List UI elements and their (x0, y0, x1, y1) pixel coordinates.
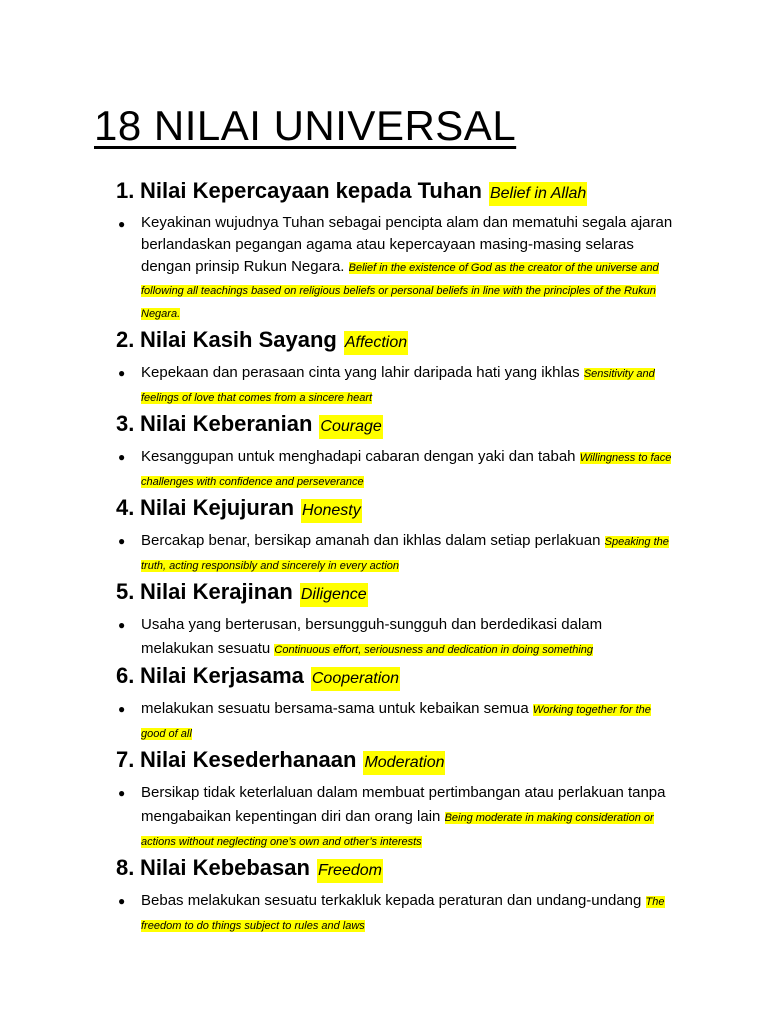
value-item-6 (116, 663, 676, 745)
value-name: Nilai Kesederhanaan (140, 747, 357, 772)
value-description (116, 212, 676, 325)
value-name: Nilai Kebebasan (140, 855, 310, 880)
description-text: Bersikap tidak keterlaluan dalam membuat pertimbangan atau perlakuan tanpa mengabaikan kepentingan diri dan orang lain (141, 784, 666, 825)
value-item-7 (116, 747, 676, 853)
value-item-5 (116, 579, 676, 661)
value-name: Nilai Keberanian (140, 411, 313, 436)
value-item-4 (116, 495, 676, 577)
bullet-icon: ● (118, 702, 126, 716)
description-text: Bebas melakukan sesuatu terkakluk kepada peraturan dan undang-undang (141, 892, 642, 909)
description-text: Bercakap benar, bersikap amanah dan ikhlas dalam setiap perlakuan (141, 532, 601, 549)
value-name: Nilai Kejujuran (140, 495, 295, 520)
value-heading (116, 855, 676, 889)
value-description (116, 781, 676, 853)
value-name: Nilai Kepercayaan kepada Tuhan (140, 178, 482, 203)
description-text: Kesanggupan untuk menghadapi cabaran dengan yaki dan tabah (141, 448, 576, 465)
value-item-8 (116, 855, 676, 937)
value-description (116, 889, 676, 937)
value-item-1 (116, 178, 676, 325)
value-number: 8. (116, 855, 135, 880)
value-heading (116, 495, 676, 529)
description-text: Keyakinan wujudnya Tuhan sebagai pencipta alam dan mematuhi segala ajaran berlandaskan pegangan agama atau kepercayaan masing-masing selaras dengan prinsip Rukun Negara. (141, 214, 673, 275)
bullet-icon: ● (118, 786, 126, 800)
description-translation: Speaking the truth, acting responsibly and sincerely in every action (141, 536, 669, 572)
description-translation: Working together for the good of all (141, 704, 651, 740)
value-item-3 (116, 411, 676, 493)
value-description (116, 529, 676, 577)
document-title: 18 NILAI UNIVERSAL (94, 102, 517, 149)
value-heading (116, 178, 676, 212)
value-translation: Honesty (301, 499, 362, 523)
bullet-icon: ● (118, 450, 126, 464)
value-translation: Moderation (363, 751, 445, 775)
description-text: Kepekaan dan perasaan cinta yang lahir daripada hati yang ikhlas (141, 364, 580, 381)
value-item-2 (116, 327, 676, 409)
value-number: 2. (116, 327, 135, 352)
description-translation: Sensitivity and feelings of love that comes from a sincere heart (141, 368, 655, 404)
value-number: 3. (116, 411, 135, 436)
description-translation: Being moderate in making consideration or actions without neglecting one’s own and other’s interests (141, 812, 654, 848)
value-number: 7. (116, 747, 135, 772)
bullet-icon: ● (118, 894, 126, 908)
bullet-icon: ● (118, 366, 126, 380)
bullet-icon: ● (118, 534, 126, 548)
value-name: Nilai Kerajinan (140, 579, 293, 604)
value-translation: Courage (319, 415, 382, 439)
bullet-icon: ● (118, 618, 126, 632)
value-description (116, 361, 676, 409)
value-name: Nilai Kasih Sayang (140, 327, 337, 352)
description-translation: The freedom to do things subject to rules and laws (141, 896, 665, 932)
value-translation: Belief in Allah (489, 182, 587, 206)
value-number: 4. (116, 495, 135, 520)
value-heading (116, 663, 676, 697)
description-translation: Belief in the existence of God as the creator of the universe and following all teachings based on religious beliefs or personal beliefs in line with the principles of the Rukun Negara. (141, 262, 659, 320)
description-text: Usaha yang berterusan, bersungguh-sungguh dan berdedikasi dalam melakukan sesuatu (141, 616, 603, 657)
value-name: Nilai Kerjasama (140, 663, 304, 688)
bullet-icon: ● (118, 217, 126, 231)
value-translation: Affection (344, 331, 408, 355)
description-translation: Willingness to face challenges with confidence and perseverance (141, 452, 672, 488)
value-description (116, 613, 676, 661)
value-number: 1. (116, 178, 135, 203)
value-heading (116, 579, 676, 613)
value-translation: Diligence (300, 583, 368, 607)
values-list (116, 178, 676, 939)
description-translation: Continuous effort, seriousness and dedication in doing something (274, 644, 594, 656)
value-heading (116, 747, 676, 781)
value-description (116, 445, 676, 493)
value-number: 6. (116, 663, 135, 688)
value-translation: Cooperation (311, 667, 400, 691)
value-number: 5. (116, 579, 135, 604)
value-description (116, 697, 676, 745)
value-heading (116, 327, 676, 361)
value-translation: Freedom (317, 859, 383, 883)
description-text: melakukan sesuatu bersama-sama untuk kebaikan semua (141, 700, 529, 717)
value-heading (116, 411, 676, 445)
